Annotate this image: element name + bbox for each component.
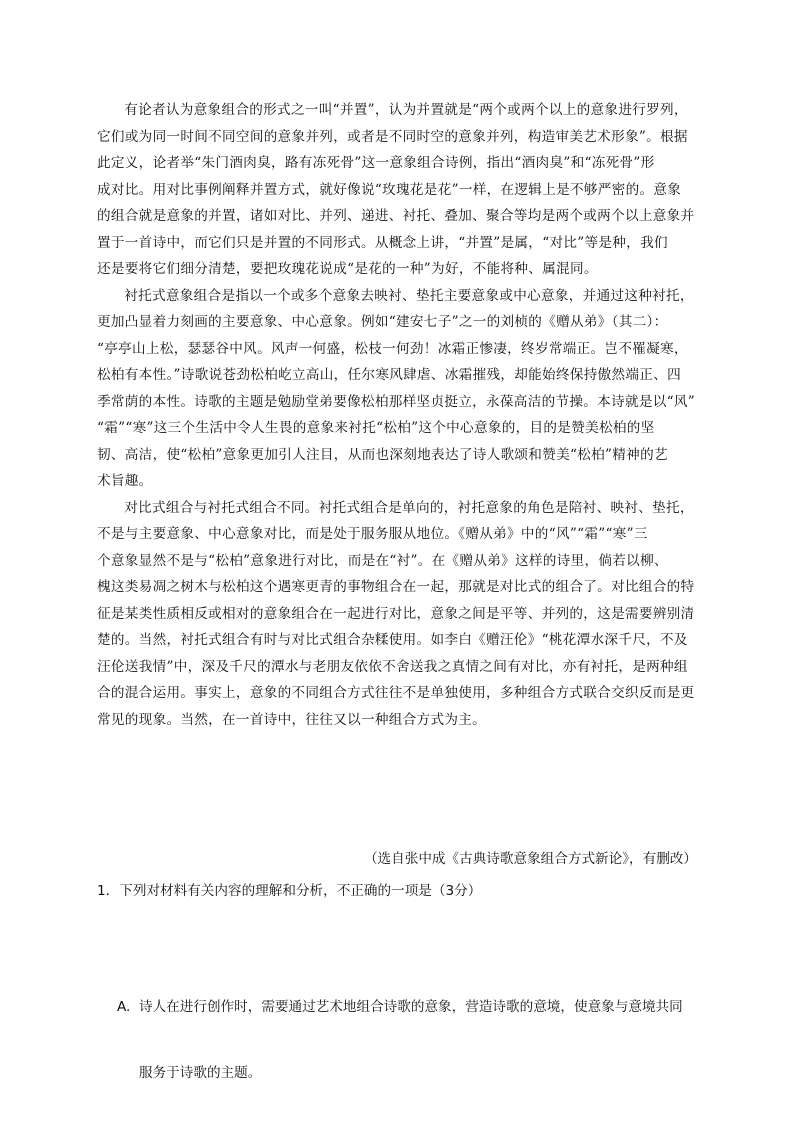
paragraph-2: 衬托式意象组合是指以一个或多个意象去映衬、垫托主要意象或中心意象，并通过这种衬托， 更加凸显着力刻画的主要意象、中心意象。例如“建安七子”之一的刘桢的《赠从弟》（其二）： “亭亭山上松，瑟瑟谷中风。风声一何盛，松枝一何劲！冰霜正惨凄，终岁常端正。岂不罹凝寒， 松柏有本性。”诗歌说苍劲松柏屹立高山，任尔寒风肆虐、冰霜摧残，却能始终保持傲然端正、四 季常荫的本性。诗歌的主题是勉励堂弟要像松柏那样坚贞挺立，永葆高洁的节操。本诗就是以“风” “霜”“寒”这三个生活中令人生畏的意象来衬托“松柏”这个中心意象的，目的是赞美松柏的坚 韧、高洁，使“松柏”意象更加引人注目，从而也深刻地表达了诗人歌颂和赞美“松柏”精神的艺 术旨趣。 [97,287,696,489]
paragraph-3: 对比式组合与衬托式组合不同。衬托式组合是单向的，衬托意象的角色是陪衬、映衬、垫托， 不是与主要意象、中心意象对比，而是处于服务服从地位。《赠从弟》中的“风”“霜”“寒”三 个意象显然不是与“松柏”意象进行对比，而是在“衬”。在《赠从弟》这样的诗里，倘若以柳、 槐这类易凋之树木与松柏这个遇寒更青的事物组合在一起，那就是对比式的组合了。对比组合的特 征是某类性质相反或相对的意象组合在一起进行对比，意象之间是平等、并列的，这是需要辨别清 楚的。当然，衬托式组合有时与对比式组合杂糅使用。如李白《赠汪伦》“桃花潭水深千尺，不及 汪伦送我情”中，深及千尺的潭水与老朋友依依不舍送我之真情之间有对比，亦有衬托，是两种组 合的混合运用。事实上，意象的不同组合方式往往不是单独使用，多种组合方式联合交织反而是更 常见的现象。当然，在一首诗中，往往又以一种组合方式为主。 [97,499,695,728]
option-a-letter: A. [117,999,131,1015]
option-a [117,925,699,1123]
question-1: 1．下列对材料有关内容的理解和分析，不正确的一项是（3分） [97,883,482,899]
source-text: （选自张中成《古典诗歌意象组合方式新论》，有删改） [363,851,697,867]
article-body [97,97,699,733]
option-a-line2: 服务于诗歌的主题。 [139,1065,262,1081]
option-a-line1: 诗人在进行创作时，需要通过艺术地组合诗歌的意象，营造诗歌的意境，使意象与意境共同 [139,999,683,1015]
paragraph-1: 有论者认为意象组合的形式之一叫“并置”，认为并置就是“两个或两个以上的意象进行罗列， 它们或为同一时间不同空间的意象并列，或者是不同时空的意象并列，构造审美艺术形象”。根据 此定义，论者举“朱门酒肉臭，路有冻死骨”这一意象组合诗例，指出“酒肉臭”和“冻死骨”形 成对比。用对比事例阐释并置方式，就好像说“玫瑰花是花”一样，在逻辑上是不够严密的。意象 的组合就是意象的并置，诸如对比、并列、递进、衬托、叠加、聚合等均是两个或两个以上意象并 置于一首诗中，而它们只是并置的不同形式。从概念上讲，“并置”是属，“对比”等是种，我们 还是要将它们细分清楚，要把玫瑰花说成“是花的一种”为好，不能将种、属混同。 [97,102,695,277]
source-citation [97,848,699,870]
